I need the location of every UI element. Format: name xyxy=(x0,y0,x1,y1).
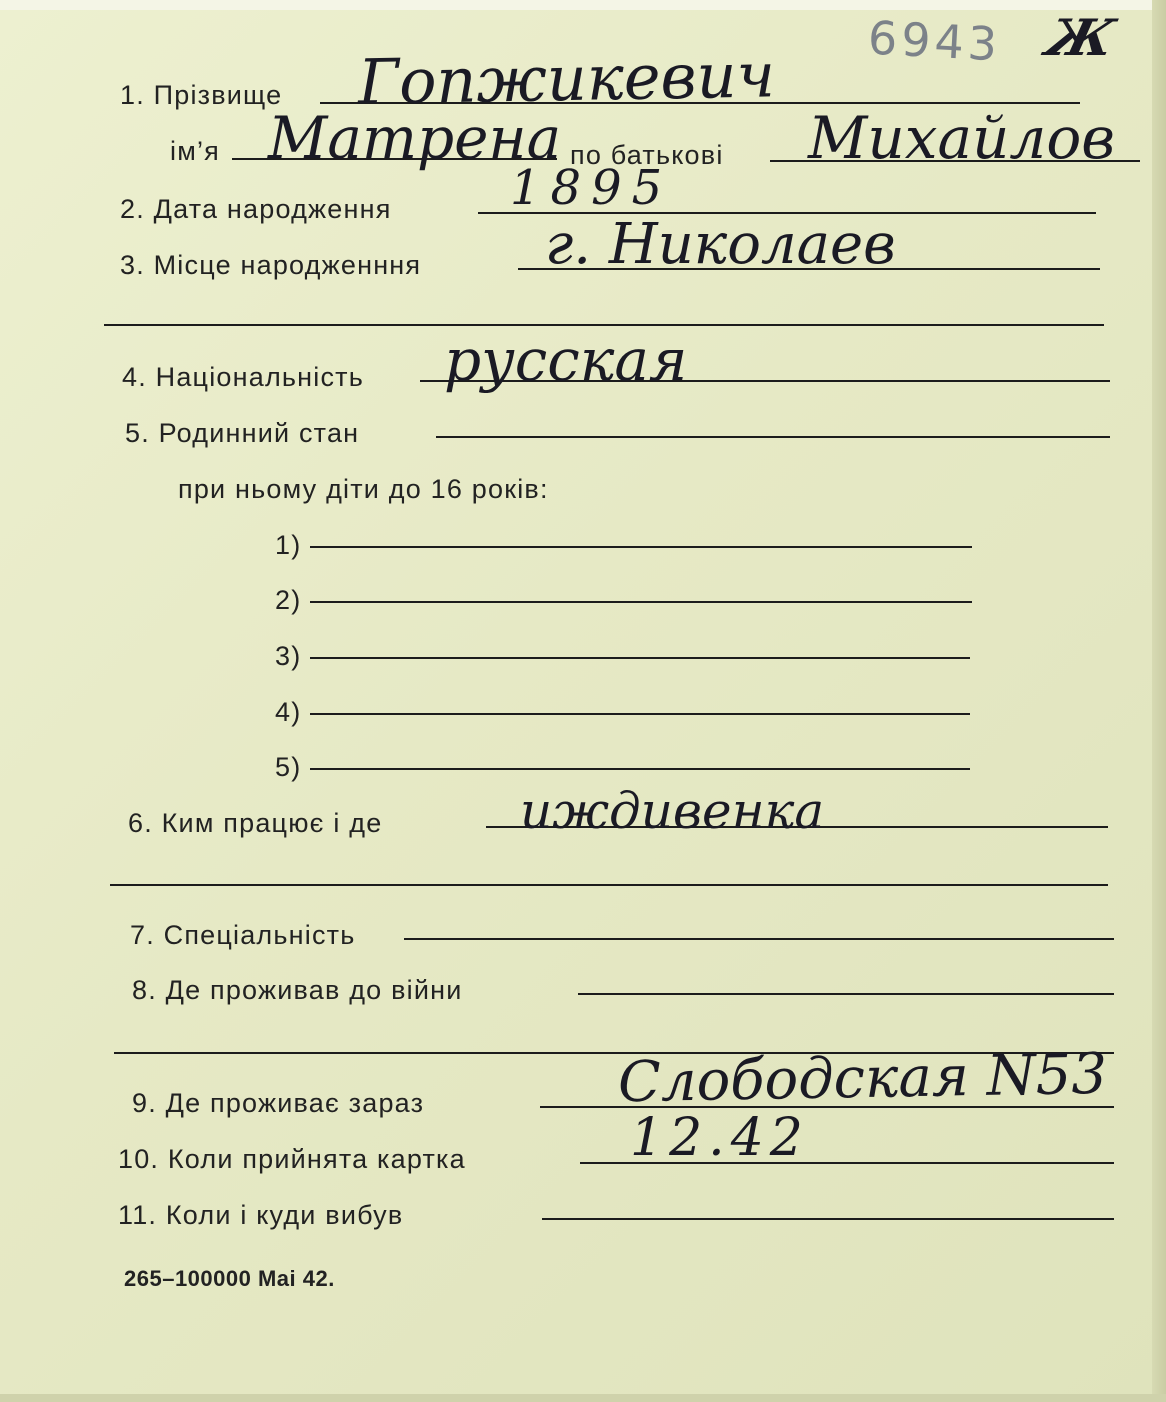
field-label-card-accepted: 10. Коли прийнята картка xyxy=(118,1144,466,1174)
child-label-3: 3) xyxy=(275,641,302,671)
field-label-specialty: 7. Спеціальність xyxy=(130,920,356,950)
field-label-occupation: 6. Ким працює і де xyxy=(128,808,383,838)
field-label-departure: 11. Коли і куди вибув xyxy=(118,1200,404,1230)
field-value-current-residence: Слободская N53 xyxy=(617,1041,1108,1116)
child-line-1 xyxy=(310,546,972,548)
print-code: 265–100000 Mai 42. xyxy=(124,1266,335,1291)
field-line-marital-status xyxy=(436,436,1110,438)
paper-edge-bottom xyxy=(0,1394,1166,1402)
field-label-current-residence: 9. Де проживає зараз xyxy=(132,1088,425,1118)
field-value-name: Матрена xyxy=(268,104,562,172)
child-label-2: 2) xyxy=(275,585,302,615)
child-line-3 xyxy=(310,657,970,659)
field-line-prewar-residence xyxy=(578,993,1114,995)
field-label-birth-date: 2. Дата народження xyxy=(120,194,392,224)
archive-mark: Ж xyxy=(1040,8,1121,67)
field-value-birth-date: 1895 xyxy=(510,160,673,216)
field-value-patronymic: Михайлов xyxy=(808,104,1115,172)
paper-edge-right xyxy=(1152,0,1166,1402)
field-value-birth-place: г. Николаев xyxy=(545,212,896,277)
field-line-specialty xyxy=(404,938,1114,940)
child-label-5: 5) xyxy=(275,752,302,782)
field-label-marital-status: 5. Родинний стан xyxy=(125,418,360,448)
field-value-surname: Гопжикевич xyxy=(357,38,776,119)
field-line-occupation-2 xyxy=(110,884,1108,886)
paper-edge-top xyxy=(0,0,1166,10)
child-label-4: 4) xyxy=(275,697,302,727)
child-label-1: 1) xyxy=(275,530,302,560)
field-value-occupation: иждивенка xyxy=(520,782,825,840)
child-line-4 xyxy=(310,713,970,715)
field-label-nationality: 4. Національність xyxy=(122,362,365,392)
child-line-5 xyxy=(310,768,970,770)
field-label-birth-place: 3. Місце народженння xyxy=(120,250,422,280)
field-value-card-accepted: 12.42 xyxy=(630,1108,809,1168)
field-label-name: ім’я xyxy=(170,136,220,166)
field-label-prewar-residence: 8. Де проживав до війни xyxy=(132,975,463,1005)
field-label-surname: 1. Прізвище xyxy=(120,80,283,110)
field-line-departure xyxy=(542,1218,1114,1220)
field-label-patronymic: по батькові xyxy=(570,140,724,170)
children-heading: при ньому діти до 16 років: xyxy=(178,474,549,504)
field-value-nationality: русская xyxy=(444,326,688,394)
child-line-2 xyxy=(310,601,972,603)
archive-number: 6943 xyxy=(866,10,1003,72)
